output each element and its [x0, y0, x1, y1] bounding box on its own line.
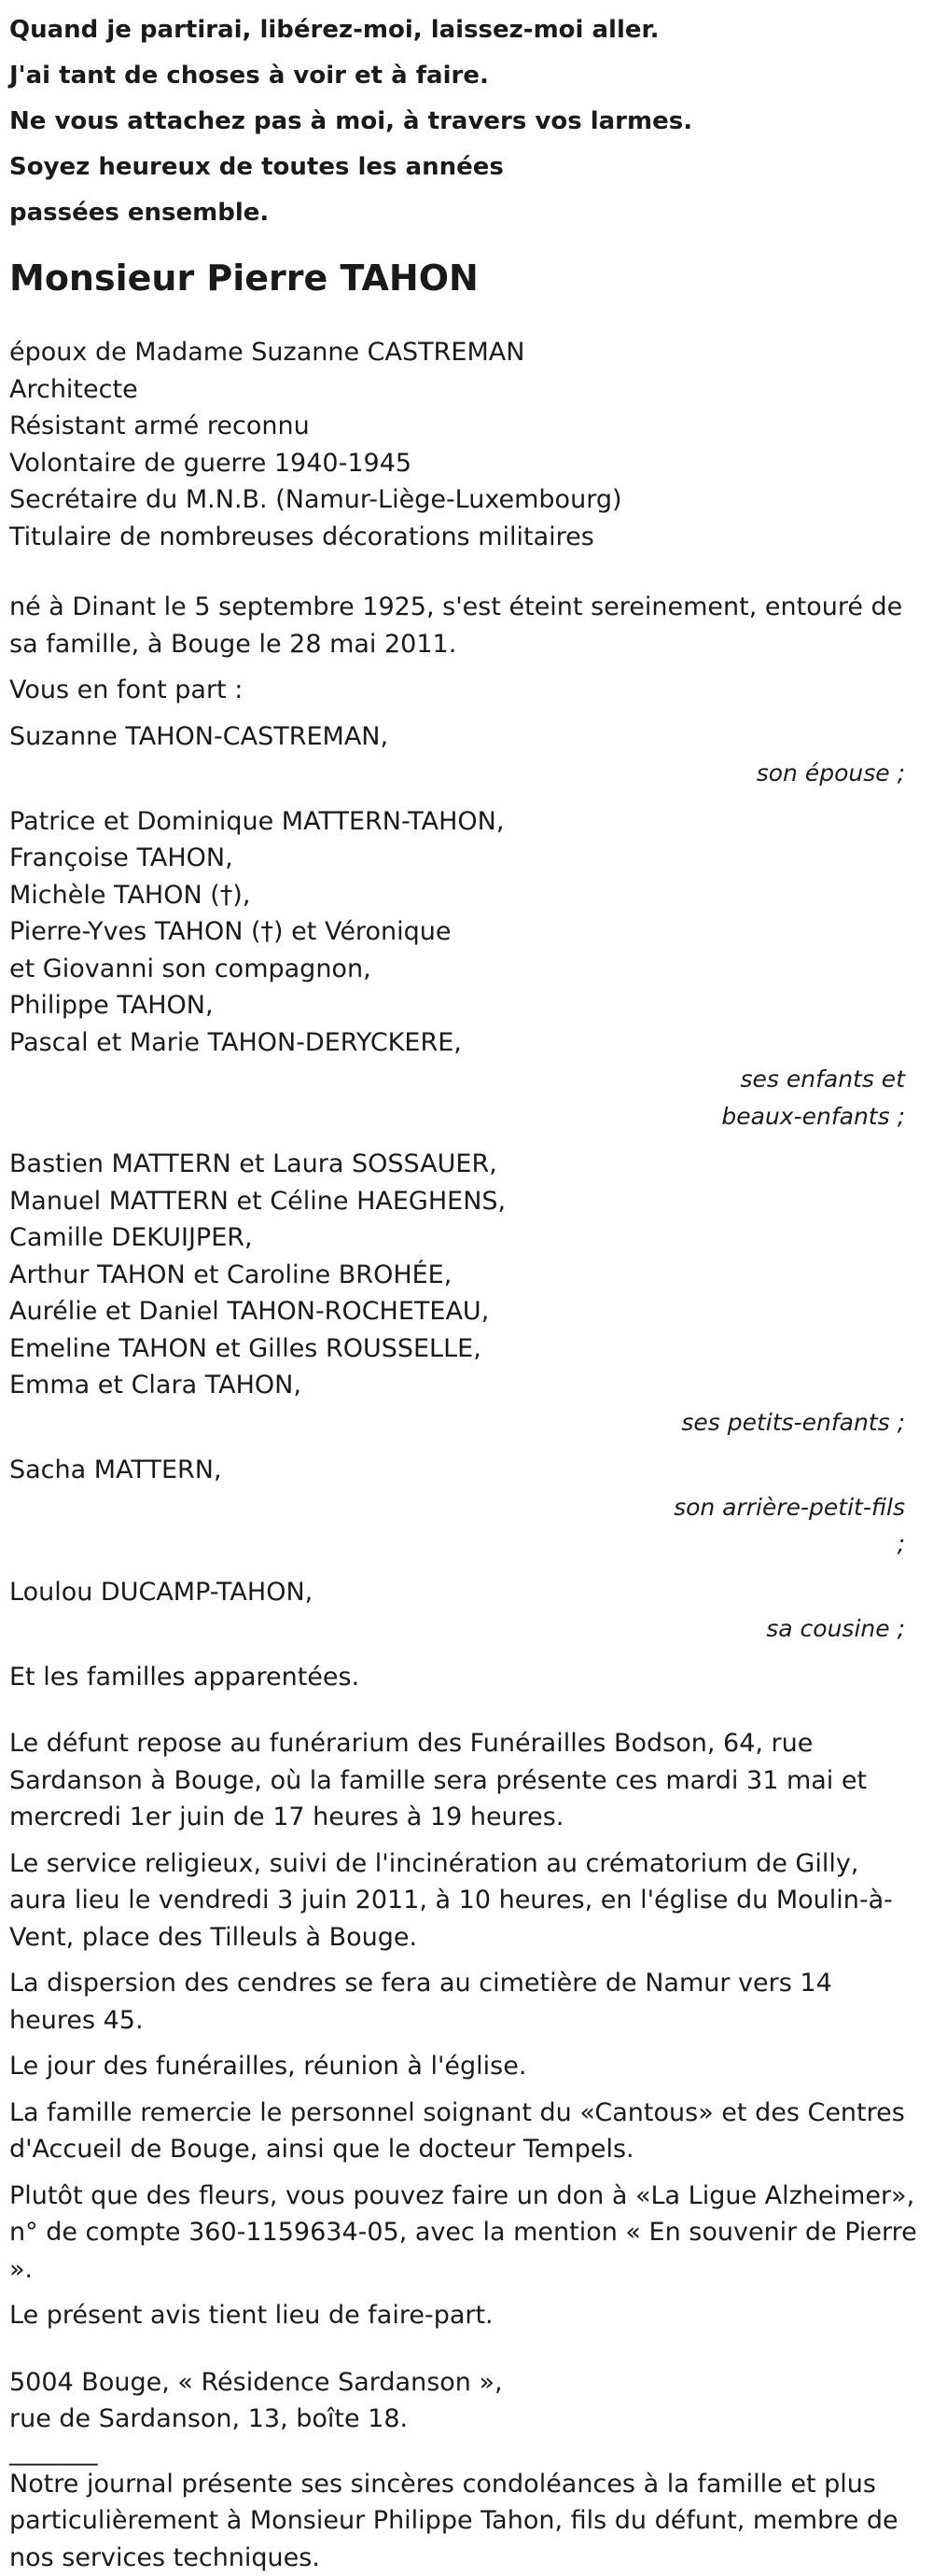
- family-name: Sacha MATTERN,: [9, 1452, 920, 1489]
- detail-paragraph: Plutôt que des fleurs, vous pouvez faire un don à «La Ligue Alzheimer», n° de compte 360-1159634-05, avec la mention « En souvenir de Pierre ».: [9, 2178, 920, 2289]
- poem: [9, 0, 920, 236]
- address-line: rue de Sardanson, 13, boîte 18.: [9, 2401, 920, 2438]
- relation-label: son arrière-petit-fils: [9, 1489, 920, 1526]
- details: [9, 1725, 920, 2334]
- great-grandchild-block: [9, 1452, 920, 1563]
- family-name: Patrice et Dominique MATTERN-TAHON,: [9, 803, 920, 841]
- poem-line: Ne vous attachez pas à moi, à travers vos larmes.: [9, 99, 920, 145]
- title-line: Volontaire de guerre 1940-1945: [9, 445, 920, 482]
- family-name: Françoise TAHON,: [9, 840, 920, 877]
- poem-line: J'ai tant de choses à voir et à faire.: [9, 53, 920, 99]
- address: [9, 2364, 920, 2438]
- title-line: Secrétaire du M.N.B. (Namur-Liège-Luxembourg): [9, 481, 920, 519]
- deceased-name: Monsieur Pierre TAHON: [9, 255, 920, 301]
- detail-paragraph: Le présent avis tient lieu de faire-part.: [9, 2297, 920, 2334]
- relation-label: ses enfants et: [9, 1061, 920, 1098]
- condolences: Notre journal présente ses sincères condoléances à la famille et plus particulièrement à Monsieur Philippe Tahon, fils du défunt, membre de nos services techniques.: [9, 2466, 920, 2576]
- relation-label: son épouse ;: [9, 755, 920, 792]
- separator: _______: [9, 2438, 920, 2466]
- address-line: 5004 Bouge, « Résidence Sardanson »,: [9, 2364, 920, 2402]
- title-line: Titulaire de nombreuses décorations militaires: [9, 519, 920, 556]
- titles: [9, 334, 920, 555]
- relation-label: sa cousine ;: [9, 1610, 920, 1648]
- family-name: Philippe TAHON,: [9, 987, 920, 1024]
- grandchildren-block: [9, 1146, 920, 1441]
- poem-line: Soyez heureux de toutes les années: [9, 145, 920, 190]
- family-name: Pierre-Yves TAHON (†) et Véronique: [9, 913, 920, 951]
- children-block: [9, 803, 920, 1135]
- spouse-block: [9, 718, 920, 792]
- title-line: Architecte: [9, 371, 920, 409]
- family-name: Aurélie et Daniel TAHON-ROCHETEAU,: [9, 1293, 920, 1330]
- family-name: Arthur TAHON et Caroline BROHÉE,: [9, 1257, 920, 1294]
- detail-paragraph: La famille remercie le personnel soignant du «Cantous» et des Centres d'Accueil de Bouge, ainsi que le docteur Tempels.: [9, 2095, 920, 2168]
- birth-death: né à Dinant le 5 septembre 1925, s'est éteint sereinement, entouré de sa famille, à Bouge le 28 mai 2011.: [9, 589, 920, 662]
- poem-line: passées ensemble.: [9, 190, 920, 236]
- family-name: Bastien MATTERN et Laura SOSSAUER,: [9, 1146, 920, 1183]
- detail-paragraph: Le défunt repose au funérarium des Funérailles Bodson, 64, rue Sardanson à Bouge, où la famille sera présente ces mardi 31 mai et mercredi 1er juin de 17 heures à 19 heures.: [9, 1725, 920, 1836]
- family-name: Loulou DUCAMP-TAHON,: [9, 1574, 920, 1611]
- title-line: époux de Madame Suzanne CASTREMAN: [9, 334, 920, 371]
- detail-paragraph: La dispersion des cendres se fera au cimetière de Namur vers 14 heures 45.: [9, 1965, 920, 2039]
- relation-label: ;: [9, 1525, 920, 1563]
- family-name: Emeline TAHON et Gilles ROUSSELLE,: [9, 1330, 920, 1368]
- relation-label: beaux-enfants ;: [9, 1098, 920, 1135]
- title-line: Résistant armé reconnu: [9, 408, 920, 445]
- family-name: Pascal et Marie TAHON-DERYCKERE,: [9, 1024, 920, 1062]
- family-name: Manuel MATTERN et Céline HAEGHENS,: [9, 1183, 920, 1220]
- family-name: et Giovanni son compagnon,: [9, 951, 920, 988]
- poem-line: Quand je partirai, libérez-moi, laissez-moi aller.: [9, 7, 920, 53]
- families-line: Et les familles apparentées.: [9, 1659, 920, 1696]
- family-name: Michèle TAHON (†),: [9, 877, 920, 914]
- detail-paragraph: Le service religieux, suivi de l'incinération au crématorium de Gilly, aura lieu le vendredi 3 juin 2011, à 10 heures, en l'église du Moulin-à-Vent, place des Tilleuls à Bouge.: [9, 1845, 920, 1956]
- family-name: Emma et Clara TAHON,: [9, 1367, 920, 1404]
- announce: Vous en font part :: [9, 672, 920, 709]
- detail-paragraph: Le jour des funérailles, réunion à l'église.: [9, 2048, 920, 2085]
- relation-label: ses petits-enfants ;: [9, 1404, 920, 1441]
- cousin-block: [9, 1574, 920, 1648]
- family-name: Camille DEKUIJPER,: [9, 1219, 920, 1257]
- family-name: Suzanne TAHON-CASTREMAN,: [9, 718, 920, 756]
